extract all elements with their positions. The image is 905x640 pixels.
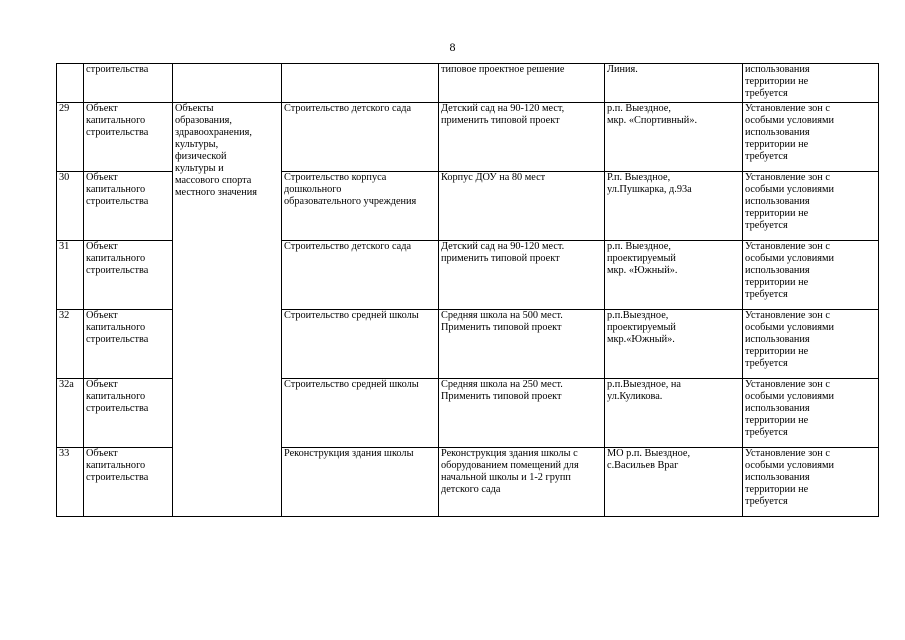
- object-description-cell: Средняя школа на 500 мест. Применить типовой проект: [439, 310, 605, 379]
- row-number-cell: 31: [57, 241, 84, 310]
- zone-requirement-cell: Установление зон с особыми условиями использования территории не требуется: [743, 103, 879, 172]
- object-name-cell: Строительство средней школы: [282, 379, 439, 448]
- object-description-cell: Реконструкция здания школы с оборудованием помещений для начальной школы и 1-2 групп детского сада: [439, 448, 605, 517]
- object-description-cell: Корпус ДОУ на 80 мест: [439, 172, 605, 241]
- object-description-cell: Средняя школа на 250 мест. Применить типовой проект: [439, 379, 605, 448]
- object-location-cell: р.п. Выездное, мкр. «Спортивный».: [605, 103, 743, 172]
- row-number-cell: [57, 64, 84, 103]
- zone-requirement-cell: Установление зон с особыми условиями использования территории не требуется: [743, 310, 879, 379]
- object-type-cell: Объект капитального строительства: [84, 241, 173, 310]
- object-kind-cell: [173, 64, 282, 103]
- object-name-cell: Строительство детского сада: [282, 241, 439, 310]
- object-location-cell: МО р.п. Выездное, с.Васильев Враг: [605, 448, 743, 517]
- zone-requirement-cell: Установление зон с особыми условиями использования территории не требуется: [743, 241, 879, 310]
- row-number-cell: 29: [57, 103, 84, 172]
- object-location-cell: р.п. Выездное, проектируемый мкр. «Южный».: [605, 241, 743, 310]
- zone-requirement-cell: использования территории не требуется: [743, 64, 879, 103]
- table-row: [57, 103, 879, 172]
- object-location-cell: Линия.: [605, 64, 743, 103]
- table-row: [57, 64, 879, 103]
- zone-requirement-cell: Установление зон с особыми условиями использования территории не требуется: [743, 379, 879, 448]
- zone-requirement-cell: Установление зон с особыми условиями использования территории не требуется: [743, 448, 879, 517]
- object-type-cell: строительства: [84, 64, 173, 103]
- row-number-cell: 30: [57, 172, 84, 241]
- object-type-cell: Объект капитального строительства: [84, 310, 173, 379]
- object-name-cell: Строительство детского сада: [282, 103, 439, 172]
- zone-requirement-cell: Установление зон с особыми условиями использования территории не требуется: [743, 172, 879, 241]
- object-type-cell: Объект капитального строительства: [84, 448, 173, 517]
- object-location-cell: Р.п. Выездное, ул.Пушкарка, д.93а: [605, 172, 743, 241]
- object-name-cell: [282, 64, 439, 103]
- object-description-cell: Детский сад на 90-120 мест, применить типовой проект: [439, 103, 605, 172]
- row-number-cell: 32а: [57, 379, 84, 448]
- planning-table: [56, 63, 879, 517]
- object-type-cell: Объект капитального строительства: [84, 172, 173, 241]
- object-name-cell: Строительство корпуса дошкольного образовательного учреждения: [282, 172, 439, 241]
- row-number-cell: 32: [57, 310, 84, 379]
- object-location-cell: р.п.Выездное, на ул.Куликова.: [605, 379, 743, 448]
- row-number-cell: 33: [57, 448, 84, 517]
- object-description-cell: Детский сад на 90-120 мест. применить типовой проект: [439, 241, 605, 310]
- object-name-cell: Строительство средней школы: [282, 310, 439, 379]
- object-description-cell: типовое проектное решение: [439, 64, 605, 103]
- object-type-cell: Объект капитального строительства: [84, 379, 173, 448]
- object-kind-merged-cell: Объекты образования, здравоохранения, культуры, физической культуры и массового спорта местного значения: [173, 103, 282, 517]
- object-name-cell: Реконструкция здания школы: [282, 448, 439, 517]
- object-type-cell: Объект капитального строительства: [84, 103, 173, 172]
- page-number: 8: [449, 40, 456, 54]
- object-location-cell: р.п.Выездное, проектируемый мкр.«Южный».: [605, 310, 743, 379]
